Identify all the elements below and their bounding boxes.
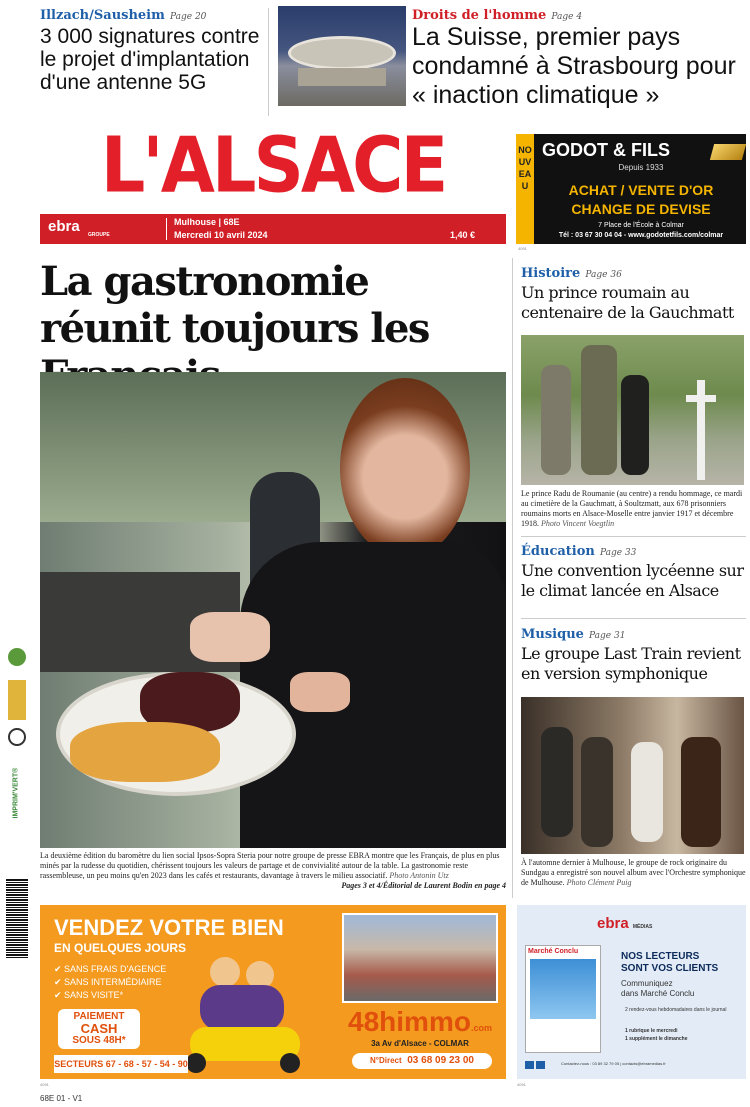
ebra-group-logo bbox=[48, 218, 128, 238]
ebra-logo-sub: GROUPE bbox=[88, 232, 110, 238]
immo-title: VENDEZ VOTRE BIEN bbox=[54, 915, 284, 940]
price: 1,40 € bbox=[450, 230, 476, 240]
ad-48himmo[interactable] bbox=[40, 905, 506, 1079]
ebra-title2: SONT VOS CLIENTS bbox=[621, 963, 719, 974]
edition: Mulhouse | 68E bbox=[174, 217, 240, 227]
ebra-line1: 2 rendez-vous hebdomadaires dans le journal bbox=[625, 1007, 727, 1013]
masthead-logo[interactable]: L'ALSACE bbox=[100, 119, 446, 211]
godot-address: 7 Place de l'École à Colmar bbox=[598, 222, 684, 229]
ebra-tag2: dans Marché Conclu bbox=[621, 989, 695, 998]
histoire-rubric: Histoire bbox=[521, 266, 581, 281]
social-icons bbox=[525, 1061, 545, 1069]
teaser-right-page: Page 4 bbox=[551, 12, 583, 22]
ebra-line3: 1 supplément le dimanche bbox=[625, 1036, 688, 1042]
immo-phone[interactable]: N°Direct 03 68 09 23 00 bbox=[352, 1053, 492, 1069]
scooter-illustration bbox=[170, 957, 310, 1075]
immo-subtitle: EN QUELQUES JOURS bbox=[54, 941, 187, 955]
godot-side-label: NOUVEAU bbox=[516, 134, 534, 244]
side-story-histoire[interactable] bbox=[521, 262, 746, 323]
main-refs[interactable]: Pages 3 et 4/Éditorial de Laurent Bodin en page 4 bbox=[341, 881, 506, 890]
paper-icon bbox=[8, 728, 26, 746]
teaser-left[interactable] bbox=[40, 4, 260, 94]
immo-ref: 4091 bbox=[40, 1082, 49, 1087]
histoire-photo bbox=[521, 335, 744, 485]
divider bbox=[268, 8, 269, 116]
histoire-credit: Photo Vincent Voegtlin bbox=[541, 519, 615, 528]
musique-photo bbox=[521, 697, 744, 854]
histoire-headline: Un prince roumain au centenaire de la Gauchmatt bbox=[521, 283, 734, 322]
immo-items bbox=[54, 963, 166, 1002]
education-rubric: Éducation bbox=[521, 544, 595, 559]
musique-credit: Photo Clément Puig bbox=[566, 878, 632, 887]
left-strip bbox=[6, 610, 30, 910]
ebra-tag1: Communiquez bbox=[621, 979, 673, 988]
godot-contact: Tél : 03 67 30 04 04 - www.godotetfils.com/colmar bbox=[558, 232, 724, 239]
main-caption-text: La deuxième édition du baromètre du lien social Ipsos-Sopra Steria pour notre groupe de presse EBRA montre que les Français, de plus en plus minés par la rudesse du quotidien, chérissent toujours les valeurs de partage et de convivialité autour de la table. La gastronomie reste rassembleuse, un peu moins qu'en 2023 dans les cafés et restaurants, davantage à travers le milieu associatif. bbox=[40, 851, 500, 880]
godot-since: Depuis 1933 bbox=[618, 163, 664, 172]
teaser-left-rubric: Illzach/Sausheim bbox=[40, 8, 165, 23]
masthead-bar bbox=[40, 214, 506, 244]
main-photo bbox=[40, 372, 506, 848]
ebra-line2: 1 rubrique le mercredi bbox=[625, 1028, 678, 1034]
musique-headline: Le groupe Last Train revient en version symphonique bbox=[521, 644, 741, 683]
main-photo-credit: Photo Antonin Utz bbox=[389, 871, 449, 880]
teaser-left-headline: 3 000 signatures contre le projet d'implantation d'une antenne 5G bbox=[40, 25, 260, 94]
musique-caption: À l'automne dernier à Mulhouse, le groupe de rock originaire du Sundgau a enregistré son nouvel album avec l'Orchestre symphonique de Mulhouse. Photo Clément Puig bbox=[521, 858, 746, 887]
ebra-title1: NOS LECTEURS bbox=[621, 951, 700, 962]
immo-sectors: SECTEURS 67 - 68 - 57 - 54 - 90 bbox=[54, 1055, 188, 1073]
ad-ebra-medias[interactable] bbox=[517, 905, 746, 1079]
agency-photo bbox=[342, 913, 498, 1003]
side-story-musique[interactable] bbox=[521, 623, 746, 684]
musique-rubric: Musique bbox=[521, 627, 584, 642]
teaser-right-rubric: Droits de l'homme bbox=[412, 8, 547, 23]
immo-logo: 48himmo.com bbox=[348, 1006, 492, 1037]
barcode bbox=[6, 878, 28, 958]
godot-ad[interactable] bbox=[516, 134, 746, 244]
ebra-medias-logo: ebra MÉDIAS bbox=[597, 915, 653, 932]
main-headline[interactable]: La gastronomie réunit toujours les bbox=[40, 258, 429, 352]
marche-conclu-cover: Marché Conclu bbox=[525, 945, 601, 1053]
musique-page: Page 31 bbox=[589, 631, 626, 641]
teaser-right-headline: La Suisse, premier pays condamné à Strasbourg pour « inaction climatique » bbox=[412, 23, 736, 109]
ebra-ref: 4091 bbox=[517, 1082, 526, 1087]
education-headline: Une convention lycéenne sur le climat lancée en Alsace bbox=[521, 561, 744, 600]
recycle-icon bbox=[8, 648, 26, 666]
godot-line2: CHANGE DE DEVISE bbox=[571, 201, 711, 217]
immo-address: 3a Av d'Alsace - COLMAR bbox=[371, 1039, 469, 1048]
ebra-logo-text: ebra bbox=[48, 218, 80, 235]
imprimvert-label: IMPRIM'VERT® bbox=[12, 767, 20, 819]
immo-item: ✔ SANS VISITE* bbox=[54, 990, 124, 1000]
teaser-right-photo bbox=[278, 6, 406, 106]
immo-item: ✔ SANS FRAIS D'AGENCE bbox=[54, 964, 167, 974]
side-divider bbox=[512, 258, 513, 898]
godot-ref: 4091 bbox=[518, 246, 527, 251]
gold-bars-icon bbox=[710, 144, 746, 160]
histoire-caption: Le prince Radu de Roumanie (au centre) a rendu hommage, ce mardi au cimetière de la Gauchmatt, à Soultzmatt, aux 678 prisonniers roumains morts en Alsace-Moselle entre janvier 1917 et décembre 1918. Photo Vincent Voegtlin bbox=[521, 489, 743, 528]
godot-line1: ACHAT / VENTE D'OR bbox=[568, 182, 714, 198]
immo-badge: PAIEMENT CASH SOUS 48H* bbox=[58, 1009, 140, 1049]
godot-brand: GODOT & FILS bbox=[542, 140, 670, 160]
education-page: Page 33 bbox=[599, 548, 637, 558]
teaser-left-page: Page 20 bbox=[169, 12, 207, 22]
page-code: 68E 01 - V1 bbox=[40, 1094, 83, 1103]
main-caption bbox=[40, 851, 506, 881]
info-tri-icon bbox=[8, 680, 26, 720]
issue-date: Mercredi 10 avril 2024 bbox=[174, 230, 268, 240]
ebra-contact: Contactez-nous : 03 89 32 79 05 | contacts@ebramedias.fr bbox=[561, 1061, 666, 1066]
immo-item: ✔ SANS INTERMÉDIAIRE bbox=[54, 977, 162, 987]
histoire-page: Page 36 bbox=[585, 270, 622, 280]
teaser-right[interactable] bbox=[412, 4, 747, 110]
side-story-education[interactable] bbox=[521, 540, 746, 601]
